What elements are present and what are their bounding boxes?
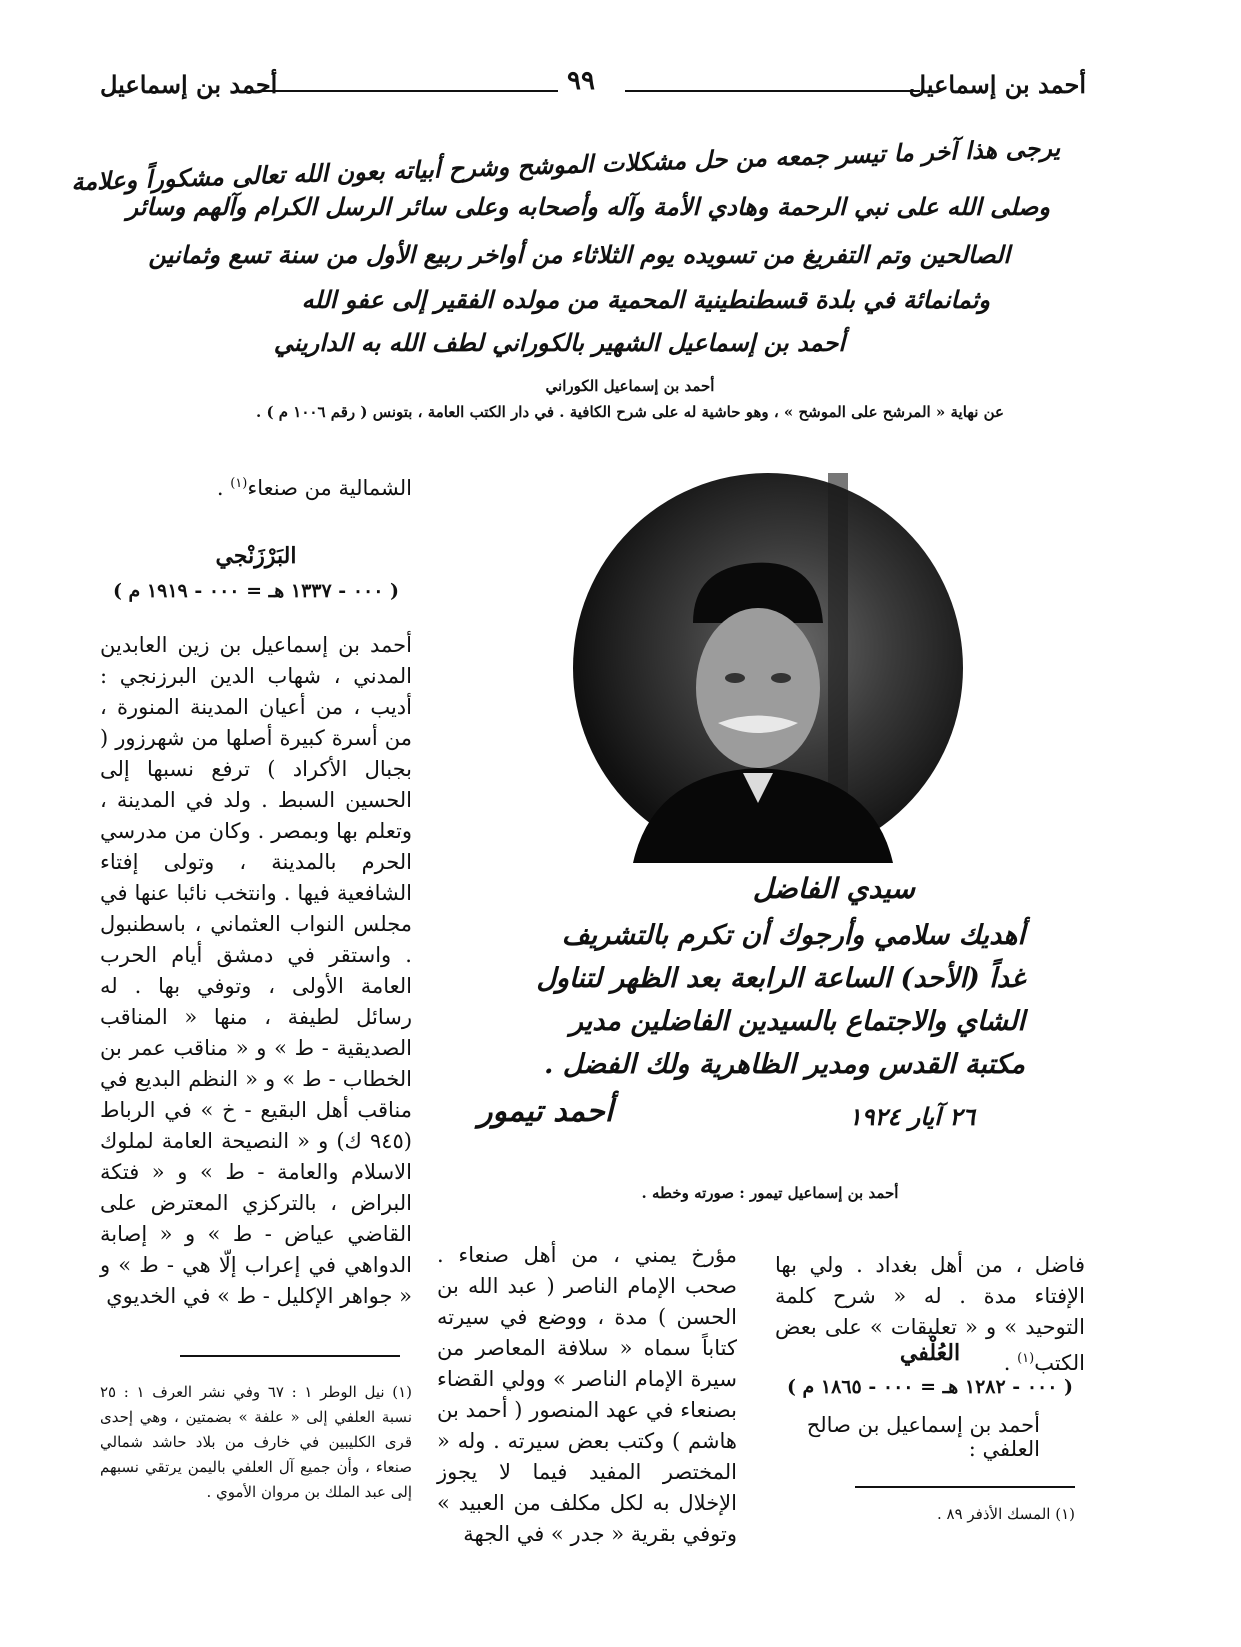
entry-dates-alafi: ( ٠٠٠ - ١٢٨٢ هـ = ٠٠٠ - ١٨٦٥ م ) <box>786 1376 1074 1398</box>
entry-title-alafi: العُلْفي <box>899 1340 961 1366</box>
left-column-top-line: الشمالية من صنعاء$^{(١)}$ . <box>216 476 412 500</box>
manuscript-line: وثمانمائة في بلدة قسطنطينية المحمية من مولده الفقير إلى عفو الله <box>301 285 990 314</box>
manuscript-line: يرجى هذا آخر ما تيسر جمعه من حل مشكلات الموشح وشرح أبياته بعون الله تعالى مشكوراً وعلامة <box>70 132 1061 197</box>
manuscript-line: الصالحين وتم التفريغ من تسويده يوم الثلاثاء من أواخر ربيع الأول من سنة تسع وثمانين <box>148 240 1010 269</box>
portrait-figure-icon <box>573 473 963 863</box>
entry-body-baghdadi: فاضل ، من أهل بغداد . ولي بها الإفتاء مدة . له « شرح كلمة التوحيد » و « تعليقات » على بعض الكتب$^{(١)}$ . <box>775 1253 1085 1375</box>
footnote-right: (١) المسك الأذفر ٨٩ . <box>936 1505 1075 1523</box>
entry-body-barzanji: أحمد بن إسماعيل بن زين العابدين المدني ، شهاب الدين البرزنجي : أديب ، من أعيان المدينة المنورة ، من أسرة كبيرة أصلها من شهرزور ( بجبال الأكراد ) ترفع نسبها إلى الحسين السبط . ولد في المدينة ، وتعلم بها وبمصر . وكان من مدرسي الحرم بالمدينة ، وتولى إفتاء الشافعية فيها . وانتخب نائبا عنها في مجلس النواب العثماني ، باسطنبول . واستقر في دمشق أيام الحرب العامة الأولى ، وتوفي بها . له رسائل لطيفة ، منها « المناقب الصديقية - ط » و « مناقب عمر بن الخطاب - ط » و « النظم البديع في مناقب أهل البقيع - خ » في الرباط (٩٤٥ ك) و « النصيحة العامة لملوك الاسلام والعامة - ط » و « فتكة البراض ، بالتركزي المعترض على القاضي عياض - ط » و « إصابة الدواهي في إعراب إلّا هي - ط » و « جواهر الإكليل - ط » في الخديوي <box>100 633 412 1308</box>
entry-dates-barzanji: ( ٠٠٠ - ١٣٣٧ هـ = ٠٠٠ - ١٩١٩ م ) <box>112 580 400 602</box>
entry-first-line-alafi: أحمد بن إسماعيل بن صالح العلفي : <box>806 1413 1040 1461</box>
entry-body-alafi-continued: مؤرخ يمني ، من أهل صنعاء . صحب الإمام الناصر ( عبد الله بن الحسن ) مدة ، ووضع في سيرته كتاباً سماه « سلافة المعاصر من سيرة الإمام الناصر » وولي القضاء بصنعاء في عهد المنصور ( أحمد بن هاشم ) وكتب بعض سيرته . وله « المختصر المفيد فيما لا يجوز الإخلال به لكل مكلف من العبيد » وتوفي بقرية « جدر » في الجهة <box>437 1243 737 1546</box>
manuscript-line: أحمد بن إسماعيل الشهير بالكوراني لطف الله به الداريني <box>273 328 845 357</box>
footnote-marker: (١) <box>230 476 248 491</box>
entry-title-barzanji: البَرْزَنْجي <box>215 543 297 569</box>
manuscript-caption-source: عن نهاية « المرشح على الموشح » ، وهو حاشية له على شرح الكافية . في دار الكتب العامة ، بتونس ( رقم ١٠٠٦ م ) . <box>256 403 1004 421</box>
running-head-right: أحمد بن إسماعيل <box>908 70 1086 99</box>
header-rule-left <box>258 90 558 92</box>
letter-line: سيدي الفاضل <box>752 872 915 905</box>
header-rule-right <box>625 90 920 92</box>
manuscript-line: وصلى الله على نبي الرحمة وهادي الأمة وآله وأصحابه وعلى سائر الرسل الكرام وآلهم وسائر <box>126 192 1050 221</box>
portrait-photo <box>573 473 963 863</box>
letter-line: أهديك سلامي وأرجوك أن تكرم بالتشريف <box>561 920 1025 951</box>
footnote-left: (١) نيل الوطر ١ : ٦٧ وفي نشر العرف ١ : ٢٥ نسبة العلفي إلى « علفة » بضمتين ، وهي إحدى قرى الكليبين في خارف من بلاد حاشد شمالي صنعاء ، وأن جميع آل العلفي باليمن يرتقي نسبهم إلى عبد الملك بن مروان الأموي . <box>100 1383 412 1501</box>
running-head-left: أحمد بن إسماعيل <box>100 70 278 99</box>
manuscript-facsimile <box>70 130 1061 370</box>
letter-line: غداً (الأحد) الساعة الرابعة بعد الظهر لتناول <box>536 963 1025 994</box>
footnote-marker: (١) <box>1017 1351 1035 1366</box>
letter-line: مكتبة القدس ومدير الظاهرية ولك الفضل . <box>543 1049 1025 1080</box>
footnote-rule-left <box>180 1355 400 1357</box>
handwritten-letter <box>440 860 1025 1130</box>
letter-date: ٢٦ آيار ١٩٢٤ <box>848 1102 975 1131</box>
portrait-caption: أحمد بن إسماعيل تيمور : صورته وخطه . <box>641 1184 899 1202</box>
footnote-rule-right <box>855 1486 1075 1488</box>
page-number: ٩٩ <box>567 66 595 96</box>
manuscript-caption-name: أحمد بن إسماعيل الكوراني <box>545 377 715 395</box>
letter-line: الشاي والاجتماع بالسيدين الفاضلين مدير <box>569 1006 1025 1037</box>
letter-signature: أحمد تيمور <box>478 1094 614 1129</box>
